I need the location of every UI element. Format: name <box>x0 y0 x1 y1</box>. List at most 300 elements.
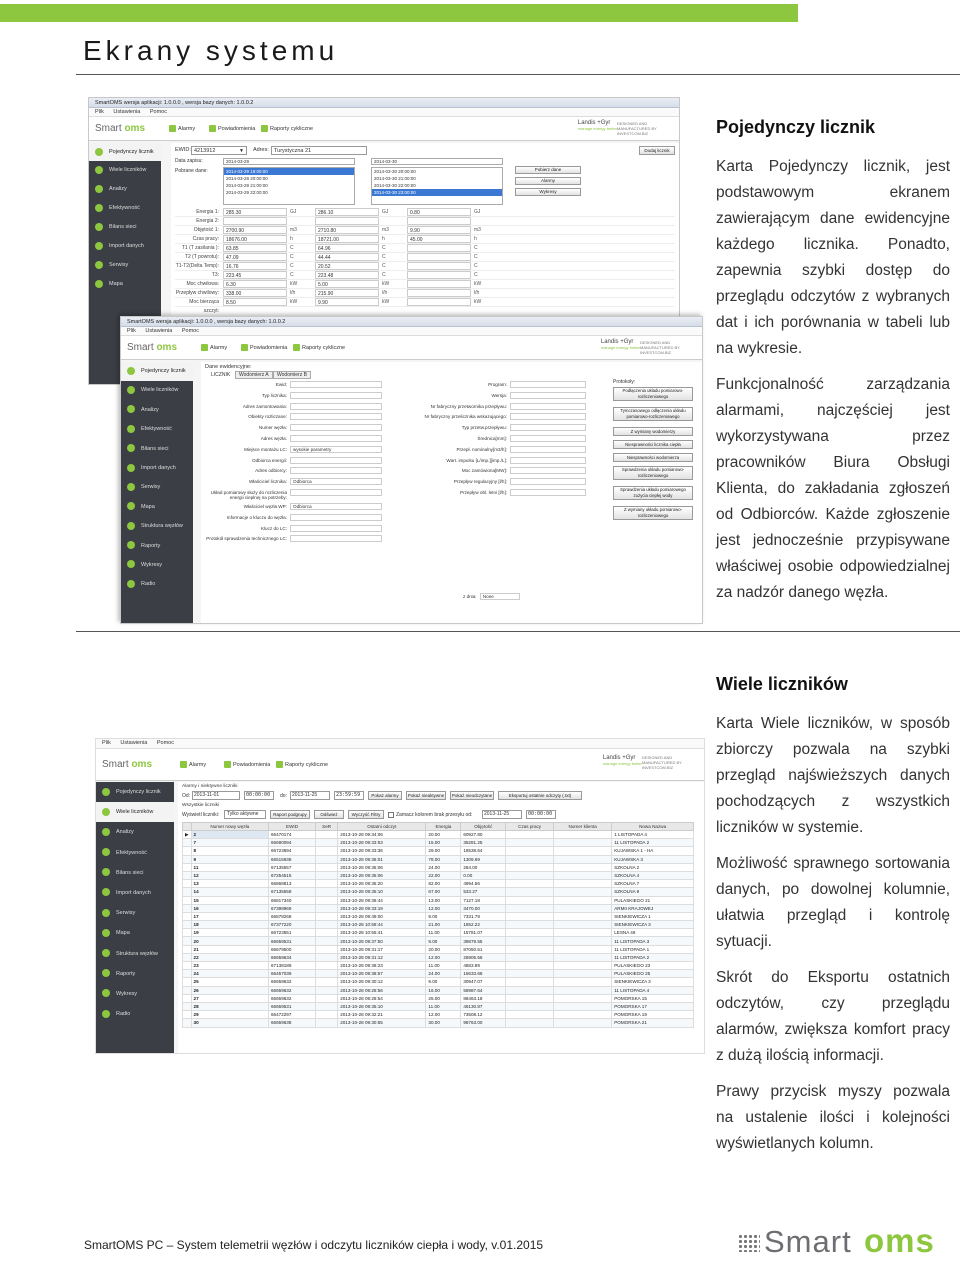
reading-value[interactable] <box>407 298 471 306</box>
reading-row <box>175 235 675 244</box>
to-time-input[interactable]: 23:59:59 <box>334 791 364 800</box>
table-cell <box>506 1011 554 1019</box>
reading-value[interactable]: 215.90 <box>315 289 379 297</box>
table-cell <box>316 929 338 937</box>
field-input[interactable] <box>290 467 382 474</box>
sidebar-item-import[interactable]: Import danych <box>89 237 161 256</box>
sidebar-item-map[interactable] <box>96 923 174 943</box>
reading-value[interactable]: 0.80 <box>407 208 471 216</box>
menu-settings[interactable]: Ustawienia <box>120 740 148 746</box>
sidebar-item-charts[interactable] <box>96 984 174 1004</box>
protocols-label: Protokoły: <box>613 379 636 385</box>
list-item[interactable]: 2014-03-29 20:00:00 <box>226 176 268 181</box>
column-header[interactable]: Objętość <box>461 823 506 831</box>
field-input[interactable] <box>290 403 382 410</box>
protocol-button[interactable]: Tymczasowego odłączenia układu pomiarowo-rozliczeniowego <box>613 407 693 421</box>
highlight-time-input[interactable]: 00:00:00 <box>526 810 556 819</box>
protocol-button[interactable]: Niesprawności wodomierza <box>613 453 693 462</box>
protocol-button[interactable]: Z wymiany układu pomiarowo-rozliczeniowego <box>613 506 693 520</box>
sidebar-item-label: Bilans sieci <box>116 869 144 876</box>
reading-value[interactable] <box>315 217 379 225</box>
sidebar-item-efficiency[interactable] <box>96 843 174 863</box>
to-date-input[interactable]: 2013-11-25 <box>290 791 330 800</box>
list-item[interactable]: 2014-03-30 22:00:00 <box>374 183 416 188</box>
sidebar-item-label: Wiele liczników <box>116 809 154 816</box>
table-cell <box>506 1019 554 1027</box>
sidebar-item-map[interactable] <box>121 498 193 517</box>
date-right-input[interactable]: 2014-03-30 <box>371 158 503 165</box>
column-header[interactable]: Energia <box>426 823 461 831</box>
z-dnia-value[interactable]: None <box>480 593 520 600</box>
meters-icon <box>127 386 135 394</box>
reading-value[interactable] <box>223 217 287 225</box>
table-cell <box>554 970 612 978</box>
row-indicator <box>183 953 192 961</box>
row-indicator-header <box>183 823 192 831</box>
reading-unit: kW <box>382 281 390 287</box>
table-row[interactable] <box>183 904 694 912</box>
section-heading: Wiele liczników <box>716 674 848 694</box>
reading-value[interactable]: 223.45 <box>223 271 287 279</box>
sidebar-item-label: Wiele liczników <box>141 387 179 394</box>
sidebar-item-analysis[interactable] <box>121 401 193 420</box>
protocol-button[interactable]: Sprawdzenia układu pomiarowego zużycia ciepłej wody <box>613 486 693 500</box>
report-icon <box>261 125 268 132</box>
table-row[interactable] <box>183 912 694 920</box>
field-input[interactable] <box>510 392 586 399</box>
list-item[interactable]: 2014-03-30 20:00:00 <box>374 169 416 174</box>
menu-help[interactable]: Pomoc <box>181 328 199 334</box>
table-cell <box>506 831 554 839</box>
dates-list-right[interactable] <box>371 167 503 205</box>
list-item[interactable]: 2014-03-30 21:00:00 <box>374 176 416 181</box>
registry-field <box>205 514 385 525</box>
reading-unit: l/h <box>474 290 480 296</box>
column-header[interactable]: Czas pracy <box>506 823 554 831</box>
row-indicator <box>183 871 192 879</box>
table-row[interactable] <box>183 937 694 945</box>
table-cell: 26 <box>191 986 268 994</box>
sidebar-item-network-balance[interactable] <box>121 440 193 459</box>
field-label: Miejsce montażu LC: <box>244 446 287 452</box>
table-row[interactable] <box>183 1011 694 1019</box>
table-row[interactable] <box>183 871 694 879</box>
table-cell <box>554 888 612 896</box>
table-cell: 13 <box>191 880 268 888</box>
reading-value[interactable] <box>407 253 471 261</box>
table-cell <box>506 880 554 888</box>
reading-value[interactable]: 16.76 <box>223 262 287 270</box>
table-row[interactable] <box>183 896 694 904</box>
table-cell <box>316 880 338 888</box>
sidebar-item-label: Bilans sieci <box>141 445 169 452</box>
table-row[interactable] <box>183 1019 694 1027</box>
table-row[interactable] <box>183 888 694 896</box>
table-cell: 15633.68 <box>461 970 506 978</box>
sidebar-item-service[interactable] <box>96 903 174 923</box>
reading-unit: C <box>382 254 386 260</box>
sidebar-item-network-balance[interactable]: Bilans sieci <box>89 218 161 237</box>
table-cell: 67135558 <box>268 888 315 896</box>
row-indicator <box>183 986 192 994</box>
tab-wodomierz-b[interactable]: Wodomierz B <box>273 371 311 379</box>
menu-help[interactable]: Pomoc <box>156 740 174 746</box>
service-icon <box>95 261 103 269</box>
table-cell: 66659632 <box>268 986 315 994</box>
field-input[interactable] <box>510 424 586 431</box>
protocol-button[interactable]: Sprawdzenia układu pomiarowo-rozliczeniowego <box>613 466 693 480</box>
toolbar-notifications-button[interactable]: Powiadomienia <box>241 344 287 351</box>
column-header[interactable]: Numer nowy węzła <box>191 823 268 831</box>
reading-unit: C <box>290 254 294 260</box>
reading-label: T2 (T powrotu): <box>184 254 219 260</box>
reading-row <box>175 244 675 253</box>
section-paragraph: Karta Wiele liczników, w sposób zbiorczy pozwala na szybki przegląd najświeższych danych pochodzących z wszystkich liczników w systemie. <box>716 715 950 836</box>
sidebar-item-map[interactable]: Mapa <box>89 275 161 294</box>
field-input[interactable] <box>290 457 382 464</box>
table-cell: 2013-10-28 09:33:36 <box>338 847 426 855</box>
protocol-button[interactable]: Niesprawności licznika ciepła <box>613 440 693 449</box>
menu-file[interactable]: Plik <box>95 109 104 115</box>
table-cell: 11 <box>191 863 268 871</box>
table-cell: 66470174 <box>268 831 315 839</box>
row-indicator <box>183 962 192 970</box>
field-input[interactable] <box>510 457 586 464</box>
table-cell <box>554 904 612 912</box>
field-input[interactable] <box>510 403 586 410</box>
table-cell <box>506 863 554 871</box>
reading-value[interactable]: 9.90 <box>315 298 379 306</box>
table-cell: 67138189 <box>268 962 315 970</box>
registry-mid-fields <box>387 381 587 500</box>
toolbar-alarms-button[interactable]: Alarmy <box>169 125 195 132</box>
reading-value[interactable] <box>407 244 471 252</box>
sidebar-item-reports[interactable] <box>96 964 174 984</box>
registry-field <box>387 424 587 435</box>
row-indicator <box>183 978 192 986</box>
reading-unit: C <box>290 272 294 278</box>
field-label: Ewid: <box>275 382 287 387</box>
reading-value[interactable]: 18676.00 <box>223 235 287 243</box>
table-row[interactable] <box>183 839 694 847</box>
toolbar-reports-button[interactable]: Raporty cykliczne <box>293 344 345 351</box>
reading-value[interactable] <box>407 217 471 225</box>
reading-value[interactable]: 44.44 <box>315 253 379 261</box>
table-cell <box>316 986 338 994</box>
table-cell: 78.00 <box>426 855 461 863</box>
list-item[interactable]: 2014-03-29 21:00:00 <box>226 183 268 188</box>
reading-value[interactable]: 47.09 <box>223 253 287 261</box>
reading-value[interactable] <box>407 262 471 270</box>
field-input[interactable] <box>290 489 382 496</box>
toolbar-notifications-button[interactable]: Powiadomienia <box>224 761 270 768</box>
menu-help[interactable]: Pomoc <box>149 109 167 115</box>
registry-field <box>387 446 587 457</box>
table-row[interactable] <box>183 994 694 1002</box>
reading-row <box>175 271 675 280</box>
field-input[interactable] <box>290 535 382 542</box>
table-row[interactable] <box>183 1002 694 1010</box>
table-row[interactable] <box>183 962 694 970</box>
sidebar-item-analysis[interactable] <box>96 822 174 842</box>
reading-unit: h <box>382 236 385 242</box>
table-cell <box>506 986 554 994</box>
sidebar-item-multi-meter[interactable] <box>96 802 174 822</box>
list-item[interactable]: 2014-03-29 19:00:00 <box>224 168 354 175</box>
list-item[interactable]: 2014-03-29 22:00:00 <box>226 190 268 195</box>
meters-table-wrapper <box>182 822 694 1042</box>
table-cell: 7 <box>191 839 268 847</box>
show-unread-button[interactable]: Pokaż nieodczytane <box>451 793 493 798</box>
menu-settings[interactable]: Ustawienia <box>145 328 173 334</box>
column-header[interactable]: EWID <box>268 823 315 831</box>
table-cell: 12.00 <box>426 1011 461 1019</box>
subgroup-report-button[interactable]: Raport podgrupy <box>270 810 310 819</box>
sidebar-item-single-meter[interactable] <box>96 782 174 802</box>
sidebar <box>121 362 193 623</box>
tab-wodomierz-a[interactable]: Wodomierz A <box>235 371 273 379</box>
show-alarms-button[interactable]: Pokaż alarmy <box>368 791 402 800</box>
dates-list-left[interactable] <box>223 167 355 205</box>
toolbar-notifications-button[interactable]: Powiadomienia <box>209 125 255 132</box>
tab-licznik[interactable]: LICZNIK <box>211 372 231 378</box>
field-input[interactable] <box>290 525 382 532</box>
table-cell: 12.00 <box>426 904 461 912</box>
bell-icon <box>209 125 216 132</box>
field-input[interactable] <box>290 435 382 442</box>
column-header[interactable]: Nowa Nazwa <box>612 823 694 831</box>
table-cell: 27 <box>191 994 268 1002</box>
field-input[interactable] <box>290 381 382 388</box>
sidebar-item-reports[interactable] <box>121 537 193 556</box>
reading-value[interactable] <box>407 289 471 297</box>
field-label: Wersja: <box>491 392 507 398</box>
reading-value[interactable]: 286.10 <box>315 208 379 216</box>
field-input[interactable] <box>510 446 586 453</box>
field-input[interactable]: Odbiorca <box>290 478 382 485</box>
sidebar-item-import[interactable] <box>96 883 174 903</box>
registry-field <box>205 413 385 424</box>
table-cell <box>506 937 554 945</box>
reading-value[interactable]: 18721.00 <box>315 235 379 243</box>
toolbar-reports-button[interactable]: Raporty cykliczne <box>261 125 313 132</box>
sidebar-item-efficiency[interactable] <box>121 420 193 439</box>
ewid-select[interactable]: 4213912 <box>191 146 247 155</box>
reading-value[interactable]: 8.50 <box>223 298 287 306</box>
list-item[interactable]: 2014-03-30 23:00:00 <box>372 189 502 196</box>
protocol-button[interactable]: Podłączenia układu pomiarowo-rozliczeniowego <box>613 387 693 401</box>
protocol-button[interactable]: Z wymiany wodomierzy <box>613 427 693 436</box>
toolbar-alarms-button[interactable]: Alarmy <box>180 761 206 768</box>
date-left-input[interactable]: 2014-03-29 <box>223 158 355 165</box>
refresh-button[interactable]: Odśwież <box>314 810 344 819</box>
sidebar-item-efficiency[interactable]: Efektywność <box>89 199 161 218</box>
registry-field <box>387 403 587 414</box>
table-row[interactable] <box>183 978 694 986</box>
table-cell <box>554 855 612 863</box>
highlight-checkbox[interactable] <box>388 812 394 818</box>
column-header[interactable]: Ostatni odczyt <box>338 823 426 831</box>
menu-file[interactable]: Plik <box>102 740 111 746</box>
row-indicator <box>183 896 192 904</box>
export-last-readings-button[interactable]: Eksportuj ostatnie odczyty (.txt) <box>498 791 582 800</box>
chevron-down-icon[interactable]: ▼ <box>239 148 244 154</box>
table-row[interactable] <box>183 929 694 937</box>
table-cell <box>506 904 554 912</box>
sidebar-item-radio[interactable] <box>121 575 193 594</box>
reading-value[interactable]: 45.00 <box>407 235 471 243</box>
clear-filters-button[interactable]: Wyczyść Filtry <box>348 810 384 819</box>
reading-value[interactable]: 338.00 <box>223 289 287 297</box>
table-row[interactable] <box>183 863 694 871</box>
show-inactive-button[interactable]: Pokaż nieaktywne <box>407 793 445 798</box>
table-row[interactable] <box>183 953 694 961</box>
table-cell <box>316 912 338 920</box>
table-row[interactable] <box>183 831 694 839</box>
table-cell <box>506 978 554 986</box>
table-cell: 2013-10-28 09:31:17 <box>338 945 426 953</box>
table-row[interactable] <box>183 847 694 855</box>
table-cell: 18 <box>191 921 268 929</box>
table-cell: 30947.07 <box>461 978 506 986</box>
alarms-section-label: Alarmy i niektywne liczniki <box>182 784 238 789</box>
from-date-input[interactable]: 2013-11-01 <box>192 791 240 800</box>
sidebar-item-label: Struktura węzłów <box>141 523 183 530</box>
landis-gyr-logo: Landis +Gyr manage energy better <box>602 755 642 766</box>
sidebar-item-single-meter[interactable]: Pojedynczy licznik <box>89 143 161 161</box>
table-row[interactable] <box>183 970 694 978</box>
sidebar-item-multi-meter[interactable] <box>121 381 193 400</box>
field-input[interactable] <box>510 435 586 442</box>
reading-value[interactable]: 285.30 <box>223 208 287 216</box>
charts-button[interactable]: Wykresy <box>515 188 581 196</box>
sidebar-item-charts[interactable] <box>121 556 193 575</box>
menu-file[interactable]: Plik <box>127 328 136 334</box>
sidebar-item-label: Analizy <box>141 406 159 413</box>
table-cell <box>554 896 612 904</box>
field-input[interactable] <box>290 392 382 399</box>
adres-input[interactable]: Turystyczna 21 <box>271 146 367 155</box>
table-cell: 30.00 <box>426 1019 461 1027</box>
table-row[interactable] <box>183 945 694 953</box>
reading-unit: C <box>382 263 386 269</box>
reading-unit: kW <box>474 299 482 305</box>
reading-value[interactable]: 223.48 <box>315 271 379 279</box>
field-input[interactable] <box>510 478 586 485</box>
field-input[interactable] <box>290 514 382 521</box>
designed-by-label: DESIGNED AND MANUFACTURED BY INVESTCOM.BIZ <box>640 340 680 355</box>
table-cell: SZKOLNA 7 <box>612 880 694 888</box>
table-cell <box>554 929 612 937</box>
reading-value[interactable] <box>407 280 471 288</box>
sidebar-item-node-structure[interactable] <box>96 944 174 964</box>
sidebar-item-single-meter[interactable] <box>121 362 193 381</box>
column-header[interactable]: SeR <box>316 823 338 831</box>
sidebar-item-node-structure[interactable] <box>121 517 193 536</box>
balance-icon <box>127 444 135 452</box>
toolbar-reports-button[interactable]: Raporty cykliczne <box>276 761 328 768</box>
table-row[interactable] <box>183 921 694 929</box>
row-indicator <box>183 1011 192 1019</box>
reading-value[interactable]: 63.85 <box>223 244 287 252</box>
pobrane-dane-label: Pobrane dane: <box>175 168 208 174</box>
field-input[interactable] <box>510 489 586 496</box>
table-cell: 11 LISTOPADA 2 <box>612 839 694 847</box>
table-row[interactable] <box>183 986 694 994</box>
registry-field <box>205 535 385 546</box>
reading-value[interactable]: 2700.90 <box>223 226 287 234</box>
table-cell: 67377220 <box>268 921 315 929</box>
field-input[interactable] <box>510 413 586 420</box>
fetch-data-button[interactable]: Pobierz dane <box>515 166 581 174</box>
field-input[interactable] <box>290 424 382 431</box>
table-cell <box>554 880 612 888</box>
sidebar-item-service[interactable]: Serwisy <box>89 256 161 275</box>
table-cell: 66659638 <box>268 1019 315 1027</box>
reading-value[interactable]: 6.30 <box>223 280 287 288</box>
table-cell <box>316 945 338 953</box>
registry-tabs <box>205 371 698 379</box>
radio-icon <box>102 1010 110 1018</box>
sidebar-item-network-balance[interactable] <box>96 863 174 883</box>
reading-value[interactable]: 20.52 <box>315 262 379 270</box>
table-cell: 25 <box>191 978 268 986</box>
table-cell: 1852.22 <box>461 921 506 929</box>
reading-value[interactable]: 9.90 <box>407 226 471 234</box>
table-cell <box>554 912 612 920</box>
add-meter-button[interactable]: Dodaj licznik <box>639 146 675 155</box>
field-input[interactable] <box>510 467 586 474</box>
toolbar-alarms-button[interactable]: Alarmy <box>201 344 227 351</box>
field-input[interactable] <box>510 381 586 388</box>
logo-dots-icon <box>738 1234 760 1252</box>
display-meters-select[interactable]: Tylko aktywne <box>224 810 266 819</box>
reading-value[interactable]: 2710.80 <box>315 226 379 234</box>
reading-value[interactable] <box>407 271 471 279</box>
field-input[interactable]: Odbiorca <box>290 503 382 510</box>
table-cell: SZKOLNA 2 <box>612 863 694 871</box>
reading-value[interactable]: 64.96 <box>315 244 379 252</box>
sidebar-item-analysis[interactable]: Analizy <box>89 180 161 199</box>
landis-gyr-logo: Landis +Gyr manage energy better <box>577 120 617 131</box>
menu-settings[interactable]: Ustawienia <box>113 109 141 115</box>
registry-field <box>205 457 385 468</box>
sidebar-item-radio[interactable] <box>96 1004 174 1024</box>
table-cell <box>316 953 338 961</box>
registry-field <box>205 489 385 503</box>
highlight-date-input[interactable]: 2013-11-25 <box>482 810 522 819</box>
table-cell: 24.00 <box>426 970 461 978</box>
map-icon <box>102 929 110 937</box>
table-row[interactable] <box>183 880 694 888</box>
sidebar-item-multi-meter[interactable]: Wiele liczników <box>89 161 161 180</box>
table-cell <box>554 953 612 961</box>
table-cell: LESNA 46 <box>612 929 694 937</box>
alarms-button[interactable]: Alarmy <box>515 177 581 185</box>
field-label: Wart. impulsu [L/imp.][imp./L]: <box>446 457 507 463</box>
table-cell: 2013-10-28 09:49:00 <box>338 912 426 920</box>
column-header[interactable]: Numer klienta <box>554 823 612 831</box>
reading-value[interactable]: 5.00 <box>315 280 379 288</box>
field-label: Przepływ regulacyjny [l/h]: <box>453 479 507 485</box>
table-cell: 13.00 <box>426 896 461 904</box>
from-time-input[interactable]: 00:00:00 <box>244 791 274 800</box>
sidebar-item-import[interactable] <box>121 459 193 478</box>
field-input[interactable]: wysokie parametry <box>290 446 382 453</box>
field-input[interactable] <box>290 413 382 420</box>
table-row[interactable] <box>183 855 694 863</box>
sidebar-item-service[interactable] <box>121 478 193 497</box>
